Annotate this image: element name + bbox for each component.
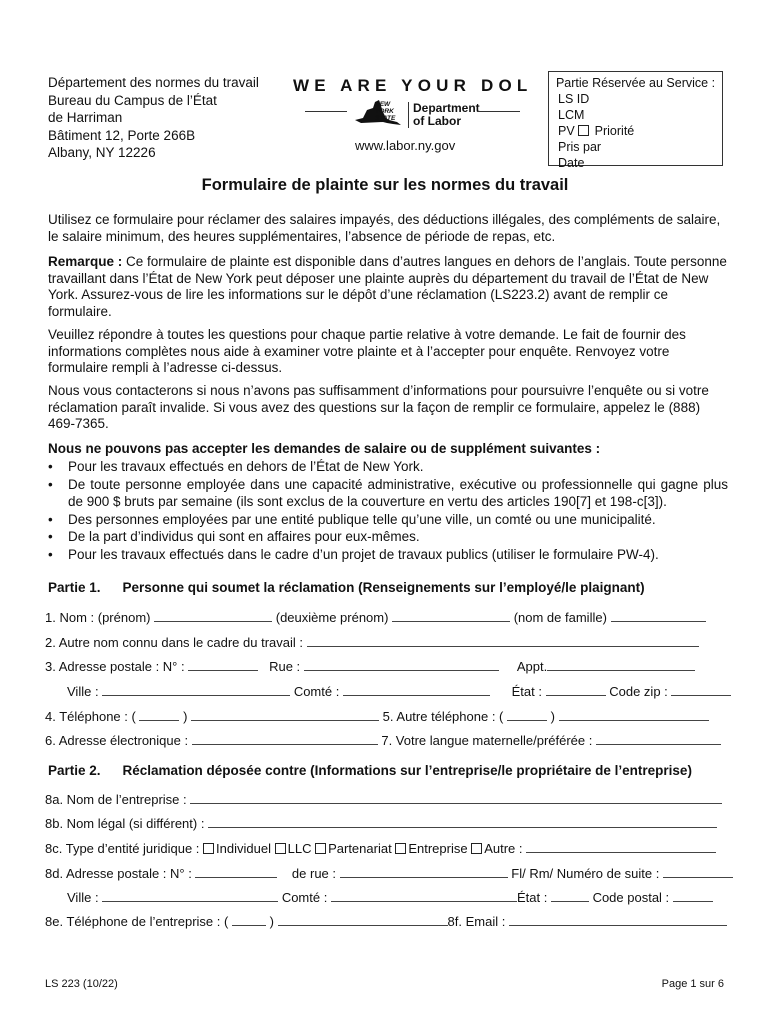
partnership-checkbox[interactable]: [315, 843, 326, 854]
remark-paragraph: Remarque : Ce formulaire de plainte est disponible dans d’autres langues en dehors de l’anglais. Toute personne travaillant dans l’État de New York peut déposer une plainte auprès du département du travail de l’État de New York. Assurez-vous de lire les informations sur le dépôt d’une réclamation (LS223.2) avant de remplir ce formulaire.: [48, 254, 727, 319]
phone-field[interactable]: [191, 709, 379, 721]
exclusions-list: [48, 458, 728, 563]
logo-dept-text: Department of Labor: [408, 102, 480, 128]
middle-name-field[interactable]: [392, 610, 510, 622]
business-city-field[interactable]: [102, 890, 278, 902]
business-phone-area-field[interactable]: [232, 914, 266, 926]
service-pv-priority: PV Priorité: [558, 124, 635, 138]
first-name-field[interactable]: [154, 610, 272, 622]
zip-field[interactable]: [671, 684, 731, 696]
street-number-field[interactable]: [188, 659, 258, 671]
service-ls-id: LS ID: [558, 92, 590, 106]
address-line: Bureau du Campus de l’État: [48, 92, 217, 108]
apt-field[interactable]: [547, 659, 695, 671]
intro-paragraph: Utilisez ce formulaire pour réclamer des salaires impayés, des déductions illégales, des compléments de salaire, le salaire minimum, des heures supplémentaires, l’absence de période de repas, etc.: [48, 212, 721, 244]
business-city-row: Ville : Comté : État : Code postal :: [67, 889, 713, 906]
form-id: LS 223 (10/22): [45, 978, 118, 990]
list-item: • De la part d’individus qui sont en affaires pour eux-mêmes.: [48, 529, 420, 544]
q2-other-name-row: 2. Autre nom connu dans le cadre du travail :: [45, 634, 699, 651]
business-street-field[interactable]: [340, 866, 508, 878]
llc-checkbox[interactable]: [275, 843, 286, 854]
alt-phone-area-field[interactable]: [507, 709, 547, 721]
service-pris-par: Pris par: [558, 140, 602, 154]
city-field[interactable]: [102, 684, 290, 696]
street-field[interactable]: [304, 659, 499, 671]
q8b-legal-name-row: 8b. Nom légal (si différent) :: [45, 815, 717, 832]
legal-name-field[interactable]: [208, 816, 717, 828]
contact-paragraph: Nous vous contacterons si nous n’avons pas suffisamment d’informations pour poursuivre l’enquête ou si votre réclamation paraît invalide. Si vous avez des questions sur la façon de remplir ce formulaire, appelez le (888) 469-7365.: [48, 383, 709, 431]
q3-address-row: 3. Adresse postale : N° : Rue : Appt.: [45, 658, 695, 675]
agency-address: [48, 74, 259, 162]
last-name-field[interactable]: [611, 610, 706, 622]
q8d-address-row: 8d. Adresse postale : N° : de rue : Fl/ Rm/ Numéro de suite :: [45, 865, 733, 882]
individual-checkbox[interactable]: [203, 843, 214, 854]
other-entity-field[interactable]: [526, 841, 716, 853]
service-lcm: LCM: [558, 108, 585, 122]
address-line: de Harriman: [48, 110, 123, 125]
logo-rule-left: [305, 111, 347, 112]
instructions-paragraph: Veuillez répondre à toutes les questions pour chaque partie relative à votre demande. Le fait de fournir des informations complètes nous aide à examiner votre plainte et à l’accepter pour enquête. Renvoyez votre formulaire rempli à l’adresse ci-dessus.: [48, 327, 686, 375]
slogan: WE ARE YOUR DOL: [293, 76, 533, 95]
service-date: Date: [558, 156, 585, 170]
logo-state-text: NEW YORK STATE: [375, 101, 396, 122]
q8c-entity-type-row: 8c. Type d’entité juridique : Individuel LLC Partenariat Entreprise Autre :: [45, 840, 716, 857]
list-item: • Des personnes employées par une entité publique telle qu’une ville, un comté ou une municipalité.: [48, 511, 656, 527]
q6-email-row: 6. Adresse électronique : 7. Votre langue maternelle/préférée :: [45, 732, 721, 749]
city-row: Ville : Comté : État : Code zip :: [67, 683, 731, 700]
business-number-field[interactable]: [195, 866, 277, 878]
service-reserved-box: [548, 71, 723, 170]
state-field[interactable]: [546, 684, 606, 696]
email-field[interactable]: [192, 733, 378, 745]
q8e-phone-row: 8e. Téléphone de l’entreprise : ( ) 8f. Email :: [45, 913, 727, 930]
q1-name-row: 1. Nom : (prénom) (deuxième prénom) (nom de famille): [45, 609, 706, 626]
form-title: Formulaire de plainte sur les normes du travail: [201, 176, 569, 194]
exclusions-heading: Nous ne pouvons pas accepter les demandes de salaire ou de supplément suivantes :: [48, 441, 601, 456]
q4-phone-row: 4. Téléphone : ( ) 5. Autre téléphone : ( ): [45, 708, 709, 725]
list-item: • Pour les travaux effectués dans le cadre d’un projet de travaux publics (utiliser le formulaire PW-4).: [48, 546, 659, 562]
business-email-field[interactable]: [509, 914, 727, 926]
part1-heading: Partie 1. Personne qui soumet la réclamation (Renseignements sur l’employé/le plaignant): [48, 580, 645, 595]
logo-rule-right: [478, 111, 520, 112]
service-box-title: Partie Réservée au Service :: [555, 76, 716, 90]
other-checkbox[interactable]: [471, 843, 482, 854]
part2-heading: Partie 2. Réclamation déposée contre (Informations sur l’entreprise/le propriétaire de l’entreprise): [48, 763, 692, 778]
business-state-field[interactable]: [551, 890, 589, 902]
other-name-field[interactable]: [307, 635, 699, 647]
business-county-field[interactable]: [331, 890, 517, 902]
business-phone-field[interactable]: [278, 914, 448, 926]
dol-logo: [305, 98, 520, 132]
alt-phone-field[interactable]: [559, 709, 709, 721]
county-field[interactable]: [343, 684, 490, 696]
priority-checkbox[interactable]: [578, 125, 589, 136]
q8a-business-name-row: 8a. Nom de l’entreprise :: [45, 791, 722, 808]
address-line: Bâtiment 12, Porte 266B: [48, 127, 196, 143]
language-field[interactable]: [596, 733, 721, 745]
corporation-checkbox[interactable]: [395, 843, 406, 854]
address-line: Albany, NY 12226: [48, 145, 156, 160]
website-link[interactable]: www.labor.ny.gov: [355, 138, 456, 153]
suite-field[interactable]: [663, 866, 733, 878]
list-item: • De toute personne employée dans une capacité administrative, exécutive ou professionnelle qui gagne plus de 900 $ bruts par semaine (ils sont exclus de la couverture en vertu des articles 190[7] et 198-c[3]).: [48, 476, 728, 509]
business-postal-field[interactable]: [673, 890, 713, 902]
list-item: • Pour les travaux effectués en dehors de l’État de New York.: [48, 459, 424, 474]
business-name-field[interactable]: [190, 792, 722, 804]
address-line: Département des normes du travail: [48, 75, 259, 90]
page-number: Page 1 sur 6: [661, 978, 724, 990]
phone-area-field[interactable]: [139, 709, 179, 721]
